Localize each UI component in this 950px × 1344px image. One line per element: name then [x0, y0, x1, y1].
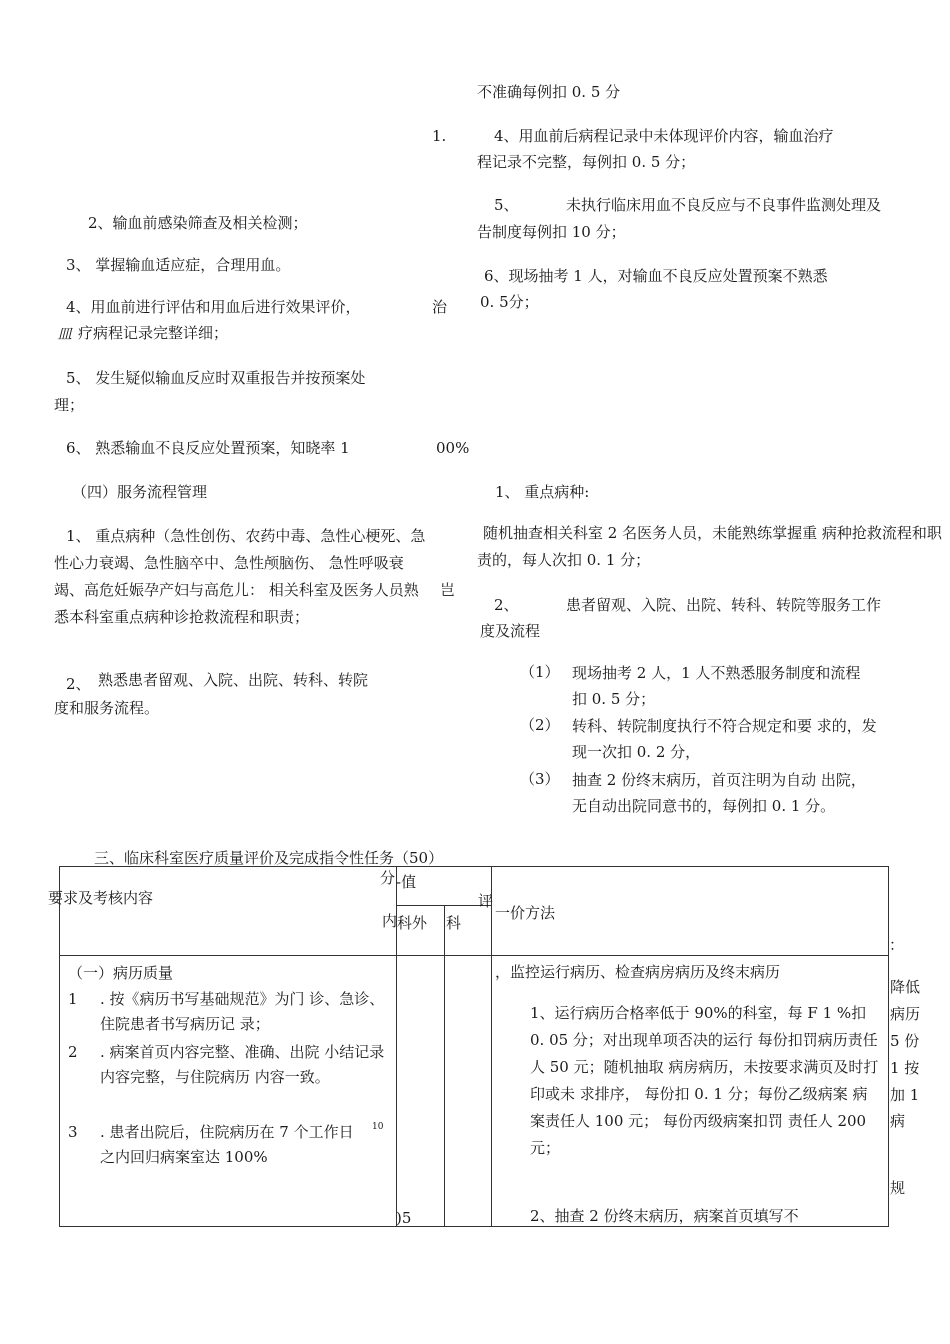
- row-score: )5: [396, 1209, 412, 1227]
- left-item-4-line-b: 疗病程记录完整详细；: [78, 324, 229, 342]
- list-number: 1.: [432, 127, 447, 145]
- row-item-text: . 患者出院后，住院病历在 7 个工作日之内回归病案室达 100%: [100, 1123, 354, 1166]
- side-text: 1 按: [890, 1059, 920, 1077]
- row-title: （一）病历质量: [68, 964, 174, 982]
- right-item-5-line-a: 未执行临床用血不良反应与不良事件监测处理及: [566, 196, 882, 214]
- section-heading: （四）服务流程管理: [72, 483, 208, 501]
- right-service-item-2-line-a: 患者留观、入院、出院、转科、转院等服务工作: [566, 596, 882, 614]
- left-service-item-2-number: 2、: [66, 675, 91, 693]
- row-item-number: 2: [68, 1043, 78, 1061]
- side-text: 病: [890, 1112, 906, 1130]
- left-service-item-2-line-b: 度和服务流程。: [54, 699, 160, 717]
- table-title: 三、临床科室医疗质量评价及完成指令性任务（50）: [94, 849, 444, 867]
- row-tiny-number: 10: [372, 1122, 384, 1132]
- left-service-item-1: 1、 重点病种（急性创伤、农药中毒、急性心梗死、急性心力衰竭、急性脑卒中、急性颅脑伤、 急性呼吸衰竭、高危妊娠孕产妇与高危儿： 相关科室及医务人员熟悉本科室重点病种诊抢救流程和职责；: [54, 527, 426, 626]
- sub-item-text: 转科、转院制度执行不符合规定和要 求的，发现一次扣 0. 2 分，: [572, 717, 877, 761]
- table-col-divider: [444, 905, 445, 1227]
- right-item-4-line-a: 4、用血前后病程记录中未体现评价内容，输血治疗: [494, 127, 834, 145]
- side-text: 病历: [890, 1005, 921, 1023]
- left-item-5-line-a: 5、 发生疑似输血反应时双重报告并按预案处: [66, 369, 366, 387]
- col-header-ping: 评: [478, 892, 494, 910]
- col-header-zhi: -值: [396, 873, 417, 891]
- sub-item-text: 抽查 2 份终末病历，首页注明为自动 出院，无自动出院同意书的，每例扣 0. 1 分。: [572, 771, 866, 815]
- right-item-6-line-b: 0. 5分；: [480, 293, 539, 311]
- side-text: 5 份: [890, 1032, 920, 1050]
- sub-item-number: （3）: [520, 770, 560, 788]
- left-item-6-side: 00%: [436, 439, 470, 457]
- right-service-item-1-desc: 随机抽查相关科室 2 名医务人员，未能熟练掌握重 病种抢救流程和职责的，每人次扣 0. 1 分；: [477, 524, 942, 569]
- side-text: 降低: [890, 978, 921, 996]
- left-item-4-mark: 皿: [57, 325, 73, 343]
- table-col-divider: [491, 866, 492, 1227]
- left-item-6: 6、 熟悉输血不良反应处置预案，知晓率 1: [66, 439, 350, 457]
- margin-mark: 岂: [440, 581, 456, 599]
- sub-item-number: （1）: [520, 663, 560, 681]
- table-subheader-divider: [396, 905, 491, 906]
- right-service-item-2-line-b: 度及流程: [480, 622, 541, 640]
- col-header-nei: 内: [382, 912, 398, 930]
- side-text: 规: [890, 1179, 906, 1197]
- right-item-5-number: 5、: [494, 196, 519, 214]
- right-item-4-line-b: 程记录不完整，每例扣 0. 5 分；: [477, 153, 696, 171]
- right-service-item-1: 1、 重点病种:: [495, 483, 590, 501]
- right-item-6-line-a: 6、现场抽考 1 人，对输血不良反应处置预案不熟悉: [484, 267, 828, 285]
- right-service-item-2-number: 2、: [494, 596, 519, 614]
- row-item-number: 3: [68, 1123, 78, 1141]
- col-header-ke: 科: [446, 914, 462, 932]
- row-item-text: . 病案首页内容完整、准确、出院 小结记录内容完整，与住院病历 内容一致。: [100, 1043, 385, 1086]
- left-item-5-line-b: 理；: [54, 396, 85, 414]
- left-item-4-side: 治: [432, 298, 448, 316]
- method-item-2: 2、抽查 2 份终末病历，病案首页填写不: [530, 1207, 799, 1225]
- side-text: 加 1: [890, 1086, 920, 1104]
- right-line-1: 不准确每例扣 0. 5 分: [477, 83, 621, 101]
- row-item-number: 1: [68, 990, 78, 1008]
- col-header-fen: 分: [380, 869, 396, 887]
- right-item-5-line-b: 告制度每例扣 10 分；: [477, 223, 626, 241]
- sub-item-number: （2）: [520, 716, 560, 734]
- method-item-1: 1、运行病历合格率低于 90%的科室，每 F 1 %扣 0. 05 分；对出现单项否决的运行 每份扣罚病历责任人 50 元；随机抽取 病房病历，未按要求满页及时打印或未 求排序， 每份扣 0. 1 分；每份乙级病案 病案责任人 100 元； 每份丙级病案扣罚 责任人 200 元；: [530, 1004, 879, 1157]
- col-header-requirements: 要求及考核内容: [48, 889, 154, 907]
- col-header-neike: 科外: [397, 914, 428, 932]
- left-item-3: 3、 掌握输血适应症，合理用血。: [66, 256, 291, 274]
- left-service-item-2-line-a: 熟悉患者留观、入院、出院、转科、转院: [98, 671, 369, 689]
- col-header-colon: ：: [889, 936, 905, 954]
- col-header-method: 一价方法: [495, 904, 556, 922]
- left-item-4-line-a: 4、用血前进行评估和用血后进行效果评价，: [66, 298, 361, 316]
- sub-item-text: 现场抽考 2 人，1 人不熟悉服务制度和流程扣 0. 5 分；: [572, 664, 861, 708]
- row-item-text: . 按《病历书写基础规范》为门 诊、急诊、住院患者书写病历记 录；: [100, 990, 385, 1033]
- left-item-2: 2、输血前感染筛查及相关检测；: [88, 214, 308, 232]
- table-header-divider: [59, 955, 889, 956]
- method-heading: ，监控运行病历、检查病房病历及终末病历: [495, 963, 781, 981]
